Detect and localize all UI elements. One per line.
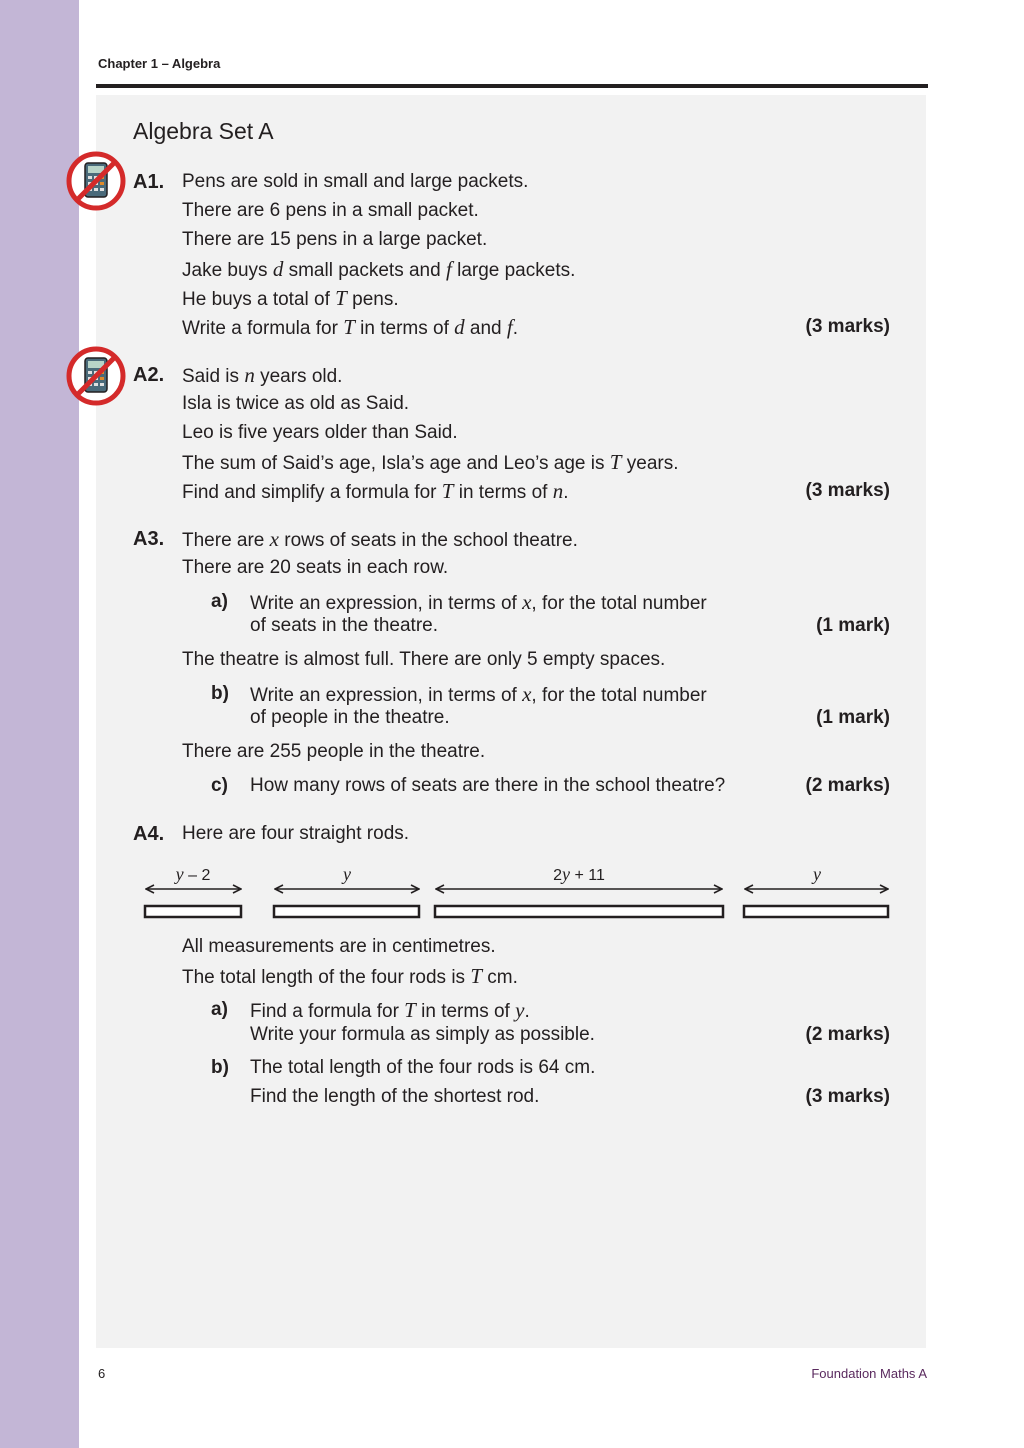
marks-label: (2 marks)	[805, 775, 890, 796]
question-number: A3.	[133, 528, 165, 550]
header-rule	[96, 84, 928, 88]
question-text: of people in the theatre.	[250, 707, 450, 728]
marks-label: (3 marks)	[805, 1086, 890, 1107]
question-text: Isla is twice as old as Said.	[182, 393, 410, 414]
question-text: There are 255 people in the theatre.	[182, 741, 486, 762]
question-text: Pens are sold in small and large packets.	[182, 171, 529, 192]
question-text: Said is n years old.	[182, 363, 343, 387]
question-text: Jake buys d small packets and f large packets.	[182, 257, 576, 281]
rod	[145, 906, 241, 917]
rod	[435, 906, 723, 917]
part-label: b)	[211, 1057, 229, 1078]
question-text: The sum of Said’s age, Isla’s age and Leo’s age is T years.	[182, 450, 679, 474]
marks-label: (2 marks)	[805, 1024, 890, 1045]
question-text: Find the length of the shortest rod.	[250, 1086, 540, 1107]
rods-diagram	[0, 860, 1024, 930]
part-label: a)	[211, 591, 228, 612]
rod-label: 2y + 11	[553, 864, 605, 884]
part-label: b)	[211, 683, 229, 704]
question-text: There are 6 pens in a small packet.	[182, 200, 479, 221]
question-text: The theatre is almost full. There are only 5 empty spaces.	[182, 649, 666, 670]
question-text: All measurements are in centimetres.	[182, 936, 496, 957]
marks-label: (1 mark)	[816, 707, 890, 728]
question-text: Leo is five years older than Said.	[182, 422, 458, 443]
rod-label: y – 2	[175, 864, 211, 884]
question-text: There are 20 seats in each row.	[182, 557, 449, 578]
question-text: There are 15 pens in a large packet.	[182, 229, 488, 250]
question-text: There are x rows of seats in the school theatre.	[182, 527, 578, 551]
question-text: Write your formula as simply as possible.	[250, 1024, 595, 1045]
marks-label: (3 marks)	[805, 480, 890, 501]
question-number: A4.	[133, 823, 165, 845]
question-text: Write an expression, in terms of x, for the total number	[250, 682, 707, 706]
question-text: Write a formula for T in terms of d and f.	[182, 315, 519, 339]
question-text: Find a formula for T in terms of y.	[250, 998, 530, 1022]
question-text: Write an expression, in terms of x, for the total number	[250, 590, 707, 614]
rod	[744, 906, 888, 917]
book-title: Foundation Maths A	[811, 1366, 927, 1381]
page-number: 6	[98, 1366, 106, 1381]
question-text: Find and simplify a formula for T in terms of n.	[182, 479, 569, 503]
no-calculator-icon	[66, 346, 126, 406]
rod-label: y	[343, 864, 351, 884]
rod	[274, 906, 419, 917]
set-title: Algebra Set A	[133, 118, 274, 144]
question-text: of seats in the theatre.	[250, 615, 439, 636]
part-label: c)	[211, 775, 228, 796]
marks-label: (3 marks)	[805, 316, 890, 337]
question-text: He buys a total of T pens.	[182, 286, 399, 310]
question-text: How many rows of seats are there in the school theatre?	[250, 775, 726, 796]
marks-label: (1 mark)	[816, 615, 890, 636]
no-calculator-icon	[66, 151, 126, 211]
part-label: a)	[211, 999, 228, 1020]
question-text: The total length of the four rods is T cm.	[182, 964, 518, 988]
question-text: Here are four straight rods.	[182, 823, 410, 844]
question-number: A1.	[133, 171, 165, 193]
question-number: A2.	[133, 364, 165, 386]
question-text: The total length of the four rods is 64 cm.	[250, 1057, 596, 1078]
chapter-header: Chapter 1 – Algebra	[98, 56, 221, 71]
rod-label: y	[813, 864, 821, 884]
side-band	[0, 0, 79, 1448]
